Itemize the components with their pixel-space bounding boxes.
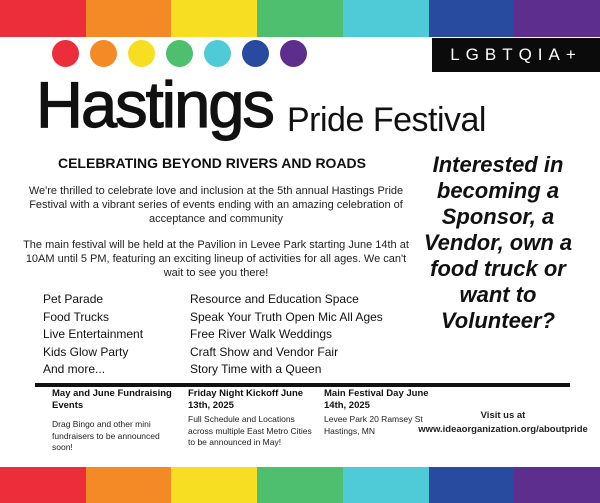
dot-yellow (128, 40, 155, 67)
dot-green (166, 40, 193, 67)
stripe-green (257, 0, 343, 37)
page-subtitle: Pride Festival (287, 101, 486, 139)
top-rainbow-stripe (0, 0, 600, 37)
stripe-cyan (343, 467, 429, 503)
dot-cyan (204, 40, 231, 67)
dot-purple (280, 40, 307, 67)
dot-orange (90, 40, 117, 67)
website-info (408, 409, 598, 437)
stripe-purple (514, 0, 600, 37)
fundraising-info (52, 388, 182, 454)
dot-blue (242, 40, 269, 67)
kickoff-heading: Friday Night Kickoff June 13th, 2025 (188, 388, 304, 411)
stripe-blue (429, 467, 515, 503)
stripe-red (0, 0, 86, 37)
main-day-body: Levee Park 20 Ramsey St Hastings, MN (324, 414, 423, 436)
tagline: CELEBRATING BEYOND RIVERS AND ROADS (57, 155, 367, 171)
list-item: Story Time with a Queen (190, 362, 322, 377)
stripe-orange (86, 0, 172, 37)
stripe-red (0, 467, 86, 503)
activities-list-left (43, 291, 143, 379)
volunteer-callout: Interested in becoming a Sponsor, a Vendor, own a food truck or want to Volunteer? (423, 152, 573, 333)
website-link[interactable]: www.ideaorganization.org/aboutpride (418, 424, 588, 435)
stripe-cyan (343, 0, 429, 37)
activities-list-right (190, 291, 383, 379)
stripe-blue (429, 0, 515, 37)
stripe-purple (514, 467, 600, 503)
intro-paragraph: We're thrilled to celebrate love and inclusion at the 5th annual Hastings Pride Festival with a vibrant series of events ending with an amazing celebration of acceptance and community (28, 185, 404, 226)
stripe-yellow (171, 467, 257, 503)
fundraising-heading: May and June Fundraising Events (52, 388, 172, 411)
list-item: Kids Glow Party (43, 344, 129, 359)
list-item: Resource and Education Space (190, 292, 359, 306)
bottom-rainbow-stripe (0, 467, 600, 503)
stripe-orange (86, 467, 172, 503)
stripe-yellow (171, 0, 257, 37)
list-item: Live Entertainment (43, 327, 144, 342)
list-item: Food Trucks (43, 309, 110, 324)
main-day-heading: Main Festival Day June 14th, 2025 (324, 388, 429, 411)
stripe-green (257, 467, 343, 503)
kickoff-info (188, 388, 318, 449)
kickoff-body: Full Schedule and Locations across multiple East Metro Cities to be announced in May! (188, 414, 312, 447)
list-item: Pet Parade (43, 292, 104, 306)
visit-label: Visit us at (480, 410, 526, 421)
list-item: Free River Walk Weddings (190, 327, 333, 342)
rainbow-dots (52, 40, 307, 67)
lgbtqia-badge: LGBTQIA+ (432, 38, 600, 72)
list-item: Craft Show and Vendor Fair (190, 344, 339, 359)
section-divider (35, 383, 570, 387)
details-paragraph: The main festival will be held at the Pavilion in Levee Park starting June 14th at 10AM until 5 PM, featuring an exciting lineup of activities for all ages. We can't wait to see you there! (23, 239, 409, 280)
list-item: Speak Your Truth Open Mic All Ages (190, 309, 383, 324)
dot-red (52, 40, 79, 67)
page-title: Hastings (36, 68, 273, 141)
list-item: And more... (43, 362, 106, 377)
fundraising-body: Drag Bingo and other mini fundraisers to be announced soon! (52, 419, 160, 452)
